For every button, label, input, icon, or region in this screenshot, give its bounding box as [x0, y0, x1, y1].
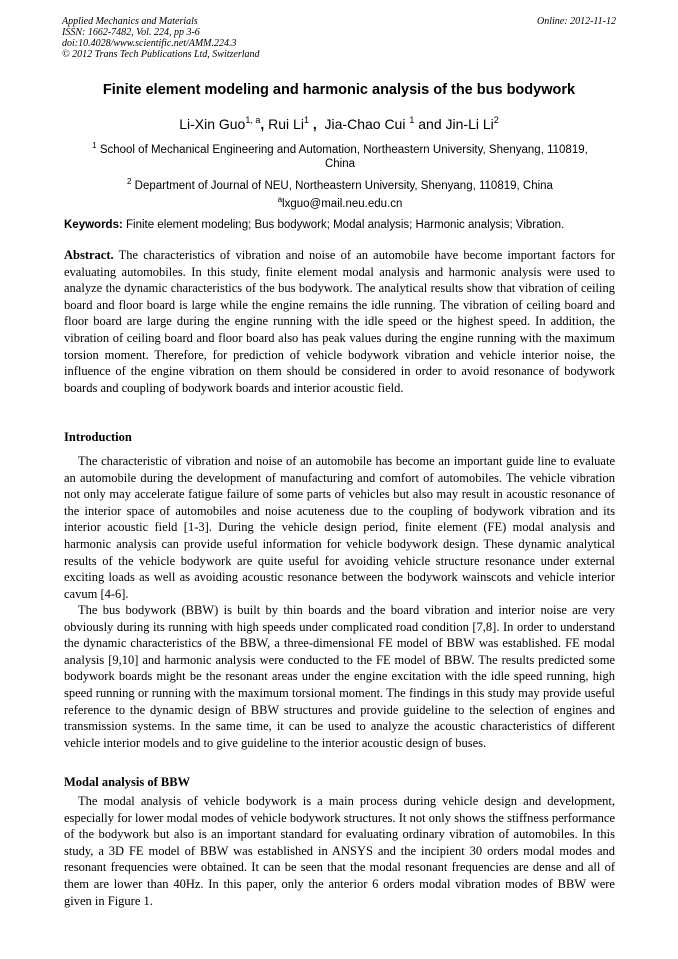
affiliation-mark: 1	[92, 141, 97, 150]
affiliation-1-country: China	[324, 158, 356, 170]
abstract	[64, 247, 615, 396]
author-name: Li-Xin Guo	[179, 116, 246, 132]
author-list	[0, 115, 678, 132]
email-mark: a	[277, 195, 283, 204]
issn-line: ISSN: 1662-7482, Vol. 224, pp 3-6	[62, 27, 200, 38]
abstract-text: The characteristics of vibration and noise of an automobile have become important factors for evaluating automobiles. In this study, finite element modal analysis and harmonic analysis were used to analyze the dynamic characteristics of the bus bodywork. The analytical results show that vibration of ceiling board and floor board is large while the engine remains the idle running. The vibration of ceiling board and floor board are large during the engine running with the idle speed or the highest speed. In addition, the vibration of ceiling board and floor board also has peak values during the engine running with the maximum torsion moment. Therefore, for prediction of vehicle bodywork vibration and vehicle interior noise, the influence of the engine vibration on them should be considered in order to avoid resonance of bodywork boards and coupling of bodywork boards and interior acoustic field.	[64, 248, 615, 395]
introduction-paragraph-2-text: The bus bodywork (BBW) is built by thin boards and the board vibration and interior noise are very obviously during its running with high speeds under complicated road condition [7,8]. In order to understand the dynamic characteristics of the BBW, a three-dimensional FE model of BBW was established. FE modal analysis [9,10] and harmonic analysis were conducted to the FE model of BBW. The results predicted some bodywork boards might be the resonant areas under the engine excitation with the idle speed running, high speed running or running with the maximum torsional moment. The findings in this study may provide useful reference to the dynamic design of BBW structures and provide guideline to the selection of engines and transmission systems. In the same time, it can be used to analyze the acoustic characteristics of different vehicle interior models and to give guideline to the interior acoustic design of buses.	[64, 603, 615, 750]
copyright-line: © 2012 Trans Tech Publications Ltd, Switzerland	[62, 49, 260, 60]
keywords	[64, 219, 620, 231]
journal-header	[62, 16, 618, 60]
author-affiliation-mark: 1	[303, 115, 309, 125]
introduction-paragraph-1-text: The characteristic of vibration and noise of an automobile has become an important guide line to evaluate an automobile during the development of manufacturing and comfort of automobiles. The vehicle vibration not only may accelerate fatigue failure of some parts of vehicles but also may result in acoustic resonance of the interior space of automobiles and noise acuteness due to the coupling of bodywork vibration and its interior acoustic field [1-3]. During the vehicle design period, finite element (FE) modal analysis and harmonic analysis can provide useful information for vehicle bodywork design. These dynamic analytical results of the vehicle bodywork are quite useful for avoiding vehicle structure resonance under external exciting loads as well as avoiding acoustic resonance between the bodywork wainscots and vehicle interior cavum [4-6].	[64, 454, 615, 601]
affiliation-2-text: Department of Journal of NEU, Northeastern University, Shenyang, 110819, China	[131, 180, 553, 192]
modal-analysis-heading: Modal analysis of BBW	[64, 775, 191, 789]
paper-title: Finite element modeling and harmonic analysis of the bus bodywork	[102, 82, 576, 98]
author-separator: ,	[260, 116, 269, 132]
doi-line: doi:10.4028/www.scientific.net/AMM.224.3	[62, 38, 237, 49]
affiliation-mark: 2	[127, 177, 132, 186]
online-date: Online: 2012-11-12	[537, 16, 616, 27]
author-email: lxguo@mail.neu.edu.cn	[282, 198, 403, 210]
keywords-label: Keywords:	[64, 219, 123, 231]
introduction-heading: Introduction	[64, 430, 132, 444]
affiliation-1-text: School of Mechanical Engineering and Automation, Northeastern University, Shenyang, 110819,	[96, 144, 588, 156]
introduction-paragraph-2	[64, 602, 615, 751]
modal-analysis-paragraph-text: The modal analysis of vehicle bodywork is a main process during vehicle design and development, especially for lower modal modes of vehicle bodywork structures. It not only shows the stiffness performance of the bodywork but also is an important standard for evaluating ordinary vibration of automobiles. In this study, a 3D FE model of BBW was established in ANSYS and the incipient 30 orders modal modes and resonant frequencies were obtained. It can be seen that the modal resonant frequencies are dense and all of them are lower than 40Hz. In this paper, only the anterior 6 orders modal vibration modes of BBW were given in Figure 1.	[64, 794, 615, 908]
author-affiliation-mark: 2	[493, 115, 499, 125]
author-affiliation-mark: 1	[409, 115, 415, 125]
author-separator: and	[414, 116, 446, 132]
modal-analysis-paragraph	[64, 793, 615, 909]
author-separator: ,	[308, 116, 325, 132]
introduction-paragraph-1	[64, 453, 615, 602]
author-name: Jia-Chao Cui	[324, 116, 410, 132]
affiliation-2	[62, 175, 618, 211]
author-affiliation-mark: 1, a	[245, 115, 261, 125]
author-name: Jin-Li Li	[445, 116, 494, 132]
affiliation-1	[62, 139, 618, 171]
author-name: Rui Li	[268, 116, 304, 132]
journal-name: Applied Mechanics and Materials	[62, 16, 198, 27]
keywords-text: Finite element modeling; Bus bodywork; Modal analysis; Harmonic analysis; Vibration.	[122, 219, 565, 231]
abstract-label: Abstract.	[64, 248, 114, 262]
